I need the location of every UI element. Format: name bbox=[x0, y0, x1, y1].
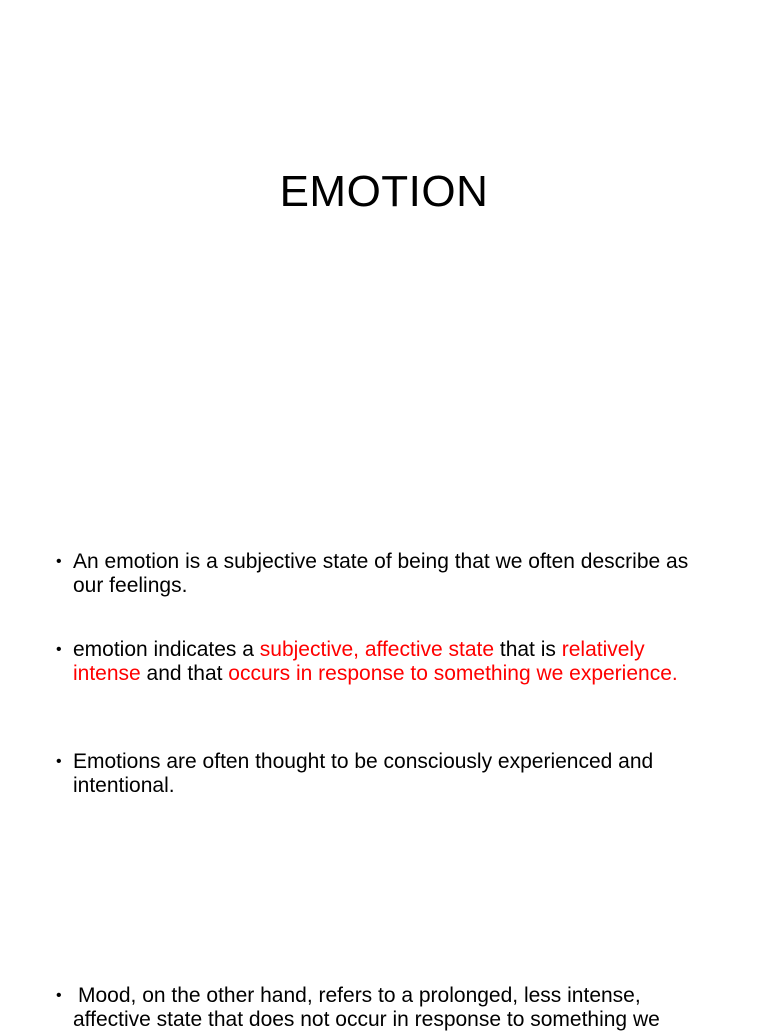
bullet-dot-icon: • bbox=[56, 553, 62, 570]
bullet-item-1 bbox=[56, 550, 716, 598]
bullet-text-segment: and that bbox=[140, 662, 229, 685]
bullet-item-4 bbox=[56, 984, 716, 1032]
bullet-text-segment: Emotions are often thought to be consciously experienced and intentional. bbox=[73, 750, 654, 797]
highlighted-phrase: subjective, affective state bbox=[259, 638, 495, 661]
bullet-dot-icon: • bbox=[56, 641, 62, 658]
bullet-dot-icon: • bbox=[56, 987, 62, 1004]
bullet-item-3 bbox=[56, 750, 716, 798]
bullet-text-segment: An emotion is a subjective state of being that we often describe as our feelings. bbox=[73, 550, 689, 597]
highlighted-phrase: occurs in response to something we experience. bbox=[228, 662, 678, 685]
bullet-text-segment: that is bbox=[494, 638, 562, 661]
bullet-text-segment: emotion indicates a bbox=[73, 638, 260, 661]
bullet-dot-icon: • bbox=[56, 753, 62, 770]
bullet-text-segment: Mood, on the other hand, refers to a prolonged, less intense, affective state that does not occur in response to something we bbox=[73, 984, 660, 1031]
bullet-item-2 bbox=[56, 638, 716, 686]
bullet-text bbox=[56, 638, 716, 686]
bullet-text bbox=[56, 550, 716, 598]
bullet-text bbox=[56, 984, 716, 1032]
slide-title: EMOTION bbox=[279, 167, 489, 216]
highlighted-phrase: relatively intense bbox=[73, 638, 645, 685]
bullet-text bbox=[56, 750, 716, 798]
